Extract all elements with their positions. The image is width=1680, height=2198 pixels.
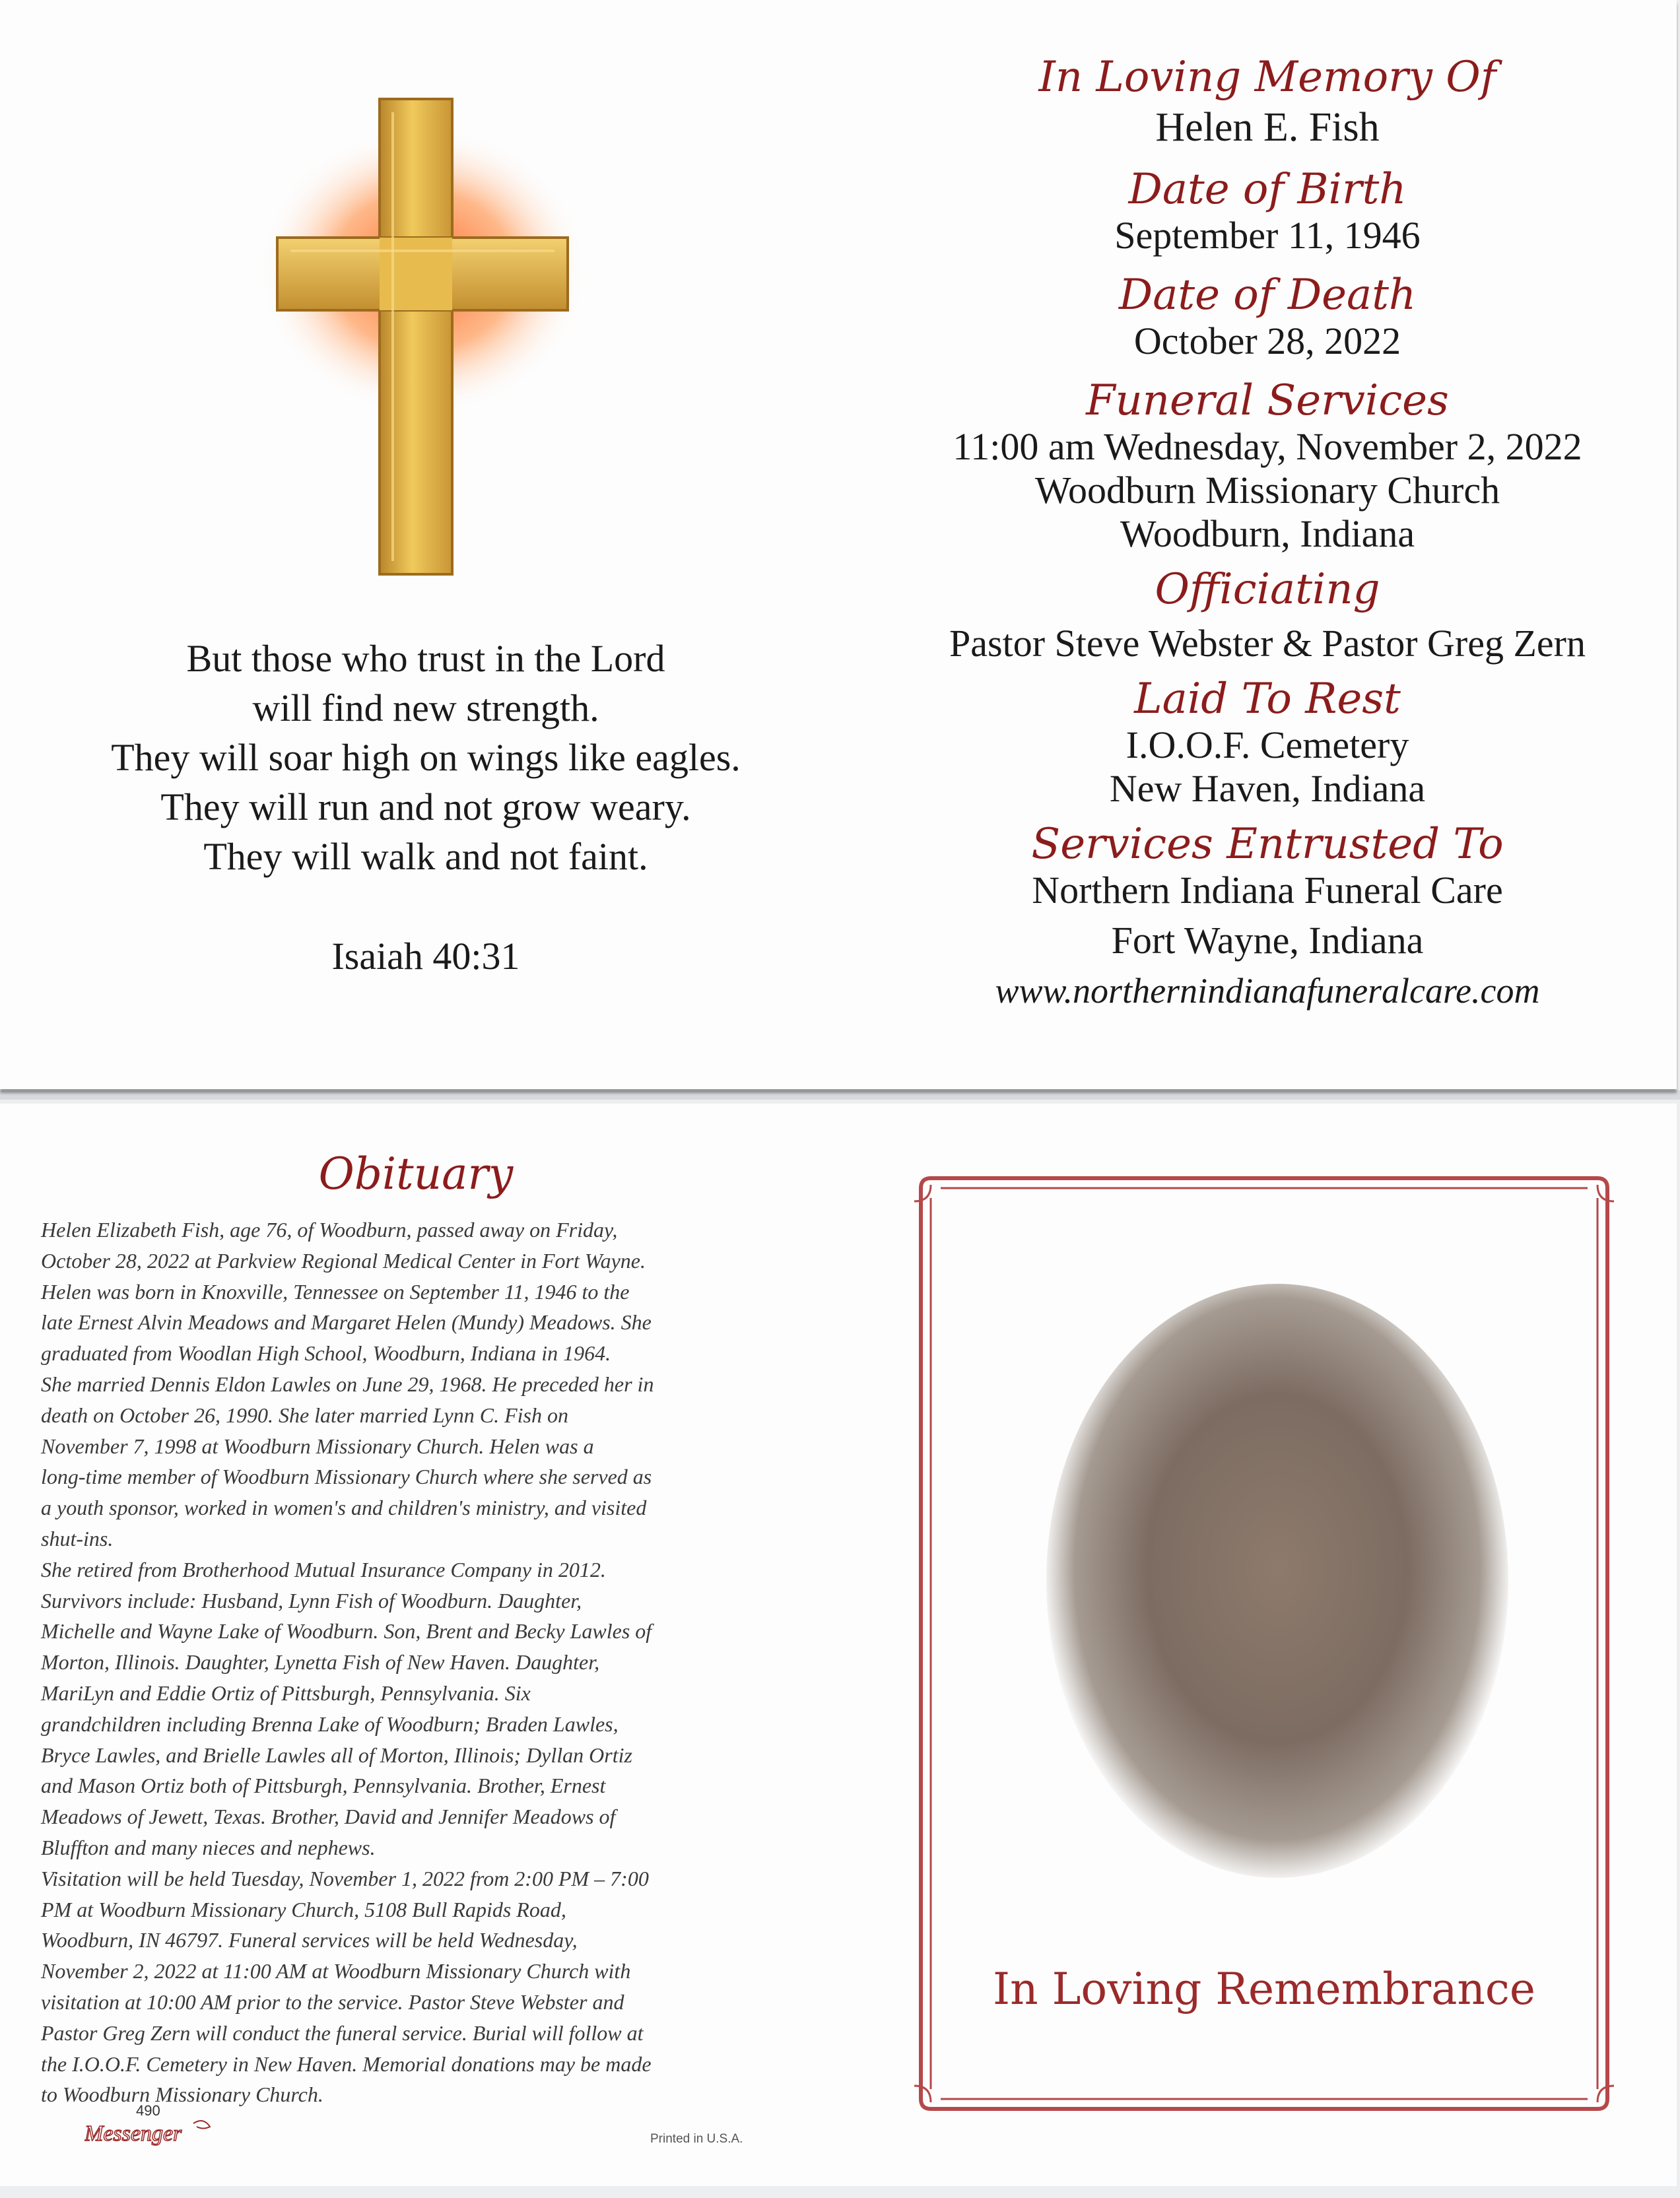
birth-heading: Date of Birth [1128, 165, 1407, 214]
fold-shadow [0, 1090, 1680, 1100]
verse-line: They will walk and not faint. [203, 835, 648, 878]
funeral-home: Northern Indiana Funeral Care [1032, 869, 1503, 912]
memory-heading: In Loving Memory Of [1038, 53, 1496, 102]
verse-reference: Isaiah 40:31 [331, 935, 520, 978]
verse-line: They will run and not grow weary. [160, 785, 691, 828]
svg-text:Messenger: Messenger [84, 2121, 182, 2146]
officiants: Pastor Steve Webster & Pastor Greg Zern [949, 622, 1586, 665]
obituary-title: Obituary [318, 1149, 514, 1199]
product-code: 490 [136, 2102, 160, 2119]
officiating-heading: Officiating [1155, 565, 1380, 614]
entrusted-heading: Services Entrusted To [1031, 820, 1504, 869]
printed-in-label: Printed in U.S.A. [650, 2132, 743, 2146]
rest-heading: Laid To Rest [1134, 675, 1401, 723]
cemetery: I.O.O.F. Cemetery [1126, 723, 1409, 766]
death-date: October 28, 2022 [1133, 319, 1401, 362]
cemetery-city: New Haven, Indiana [1109, 767, 1426, 810]
messenger-logo [84, 2115, 230, 2148]
funeral-city: Woodburn, Indiana [1120, 512, 1415, 555]
website-link[interactable]: www.northernindianafuneralcare.com [995, 971, 1540, 1011]
funeral-heading: Funeral Services [1086, 376, 1449, 425]
remembrance-caption: In Loving Remembrance [993, 1964, 1535, 2015]
service-info [878, 53, 1657, 1011]
funeral-time: 11:00 am Wednesday, November 2, 2022 [953, 425, 1582, 468]
funeral-home-city: Fort Wayne, Indiana [1111, 919, 1424, 962]
cross-icon [251, 73, 594, 587]
birth-date: September 11, 1946 [1114, 214, 1421, 257]
verse-line: They will soar high on wings like eagles. [111, 736, 741, 779]
portrait-photo [1046, 1284, 1508, 1878]
funeral-place: Woodburn Missionary Church [1034, 469, 1500, 512]
death-heading: Date of Death [1118, 271, 1417, 319]
obituary-text: Helen Elizabeth Fish, age 76, of Woodburn, passed away on Friday, October 28, 2022 at Parkview Regional Medical Center in Fort Wayne. Helen was born in Knoxville, Tennessee on September 11, 1946 to the late Ernest Alvin Meadows and Margaret Helen (Mundy) Meadows. She graduated from Woodlan High School, Woodburn, Indiana in 1964. She married Dennis Eldon Lawles on June 29, 1968. He preceded her in death on October 26, 1990. She later married Lynn C. Fish on November 7, 1998 at Woodburn Missionary Church. Helen was a long-time member of Woodburn Missionary Church where she served as a youth sponsor, worked in women's and children's ministry, and visited shut-ins. She retired from Brotherhood Mutual Insurance Company in 2012. Survivors include: Husband, Lynn Fish of Woodburn. Daughter, Michelle and Wayne Lake of Woodburn. Son, Brent and Becky Lawles of Morton, Illinois. Daughter, Lynetta Fish of New Haven. Daughter, MariLyn and Eddie Ortiz of Pittsburgh, Pennsylvania. Six grandchildren including Brenna Lake of Woodburn; Braden Lawles, Bryce Lawles, and Brielle Lawles all of Morton, Illinois; Dyllan Ortiz and Mason Ortiz both of Pittsburgh, Pennsylvania. Brother, Ernest Meadows of Jewett, Texas. Brother, David and Jennifer Meadows of Bluffton and many nieces and nephews. Visitation will be held Tuesday, November 1, 2022 from 2:00 PM – 7:00 PM at Woodburn Missionary Church, 5108 Bull Rapids Road, Woodburn, IN 46797. Funeral services will be held Wednesday, November 2, 2022 at 11:00 AM at Woodburn Missionary Church with visitation at 10:00 AM prior to the service. Pastor Steve Webster and Pastor Greg Zern will conduct the funeral service. Burial will follow at the I.O.O.F. Cemetery in New Haven. Memorial donations may be made to Woodburn Missionary Church. [41, 1218, 654, 2107]
verse-line: will find new strength. [252, 686, 599, 729]
verse-line: But those who trust in the Lord [186, 637, 665, 680]
deceased-name: Helen E. Fish [1155, 105, 1380, 150]
bible-verse [26, 634, 825, 978]
